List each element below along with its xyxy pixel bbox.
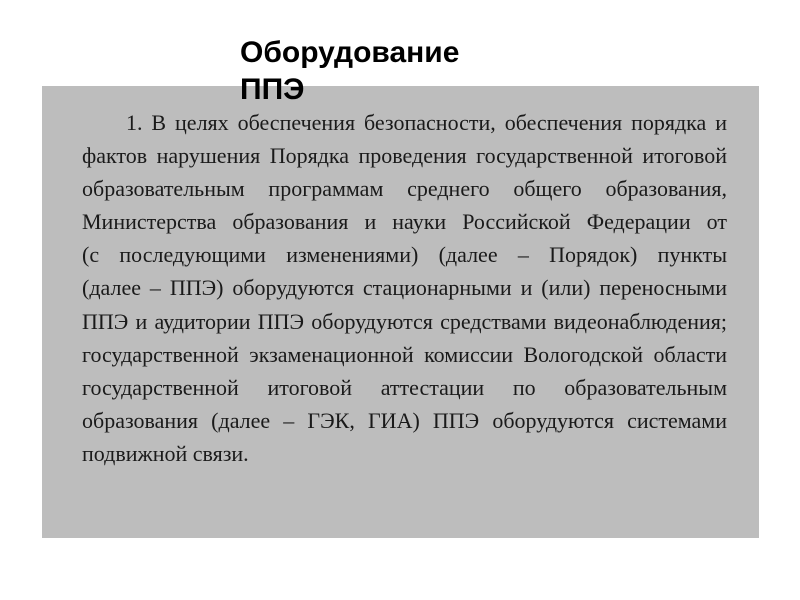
document-line: образования (далее – ГЭК, ГИА) ППЭ оборудуются системами — [82, 407, 727, 433]
document-line: фактов нарушения Порядка проведения государственной итоговой — [82, 143, 727, 169]
document-line: Министерства образования и науки Российской Федерации от — [82, 209, 727, 235]
document-line: образовательным программам среднего общего образования, — [82, 176, 727, 202]
document-line: государственной экзаменационной комиссии Вологодской области — [82, 341, 727, 367]
slide-title-line-1: Оборудование — [240, 36, 460, 69]
slide-title — [240, 34, 540, 108]
document-line: (далее – ППЭ) оборудуются стационарными и (или) переносными — [82, 275, 727, 301]
document-line: (с последующими изменениями) (далее – Порядок) пункты — [82, 242, 727, 268]
document-line: ППЭ и аудитории ППЭ оборудуются средствами видеонаблюдения; — [82, 308, 727, 334]
document-paragraph — [82, 106, 727, 470]
slide-title-line-2: ППЭ — [240, 73, 305, 106]
document-line: государственной итоговой аттестации по образовательным — [82, 374, 727, 400]
document-line: 1. В целях обеспечения безопасности, обеспечения порядка и — [126, 110, 727, 135]
scanned-document-image — [42, 86, 759, 538]
document-line: подвижной связи. — [82, 440, 249, 466]
